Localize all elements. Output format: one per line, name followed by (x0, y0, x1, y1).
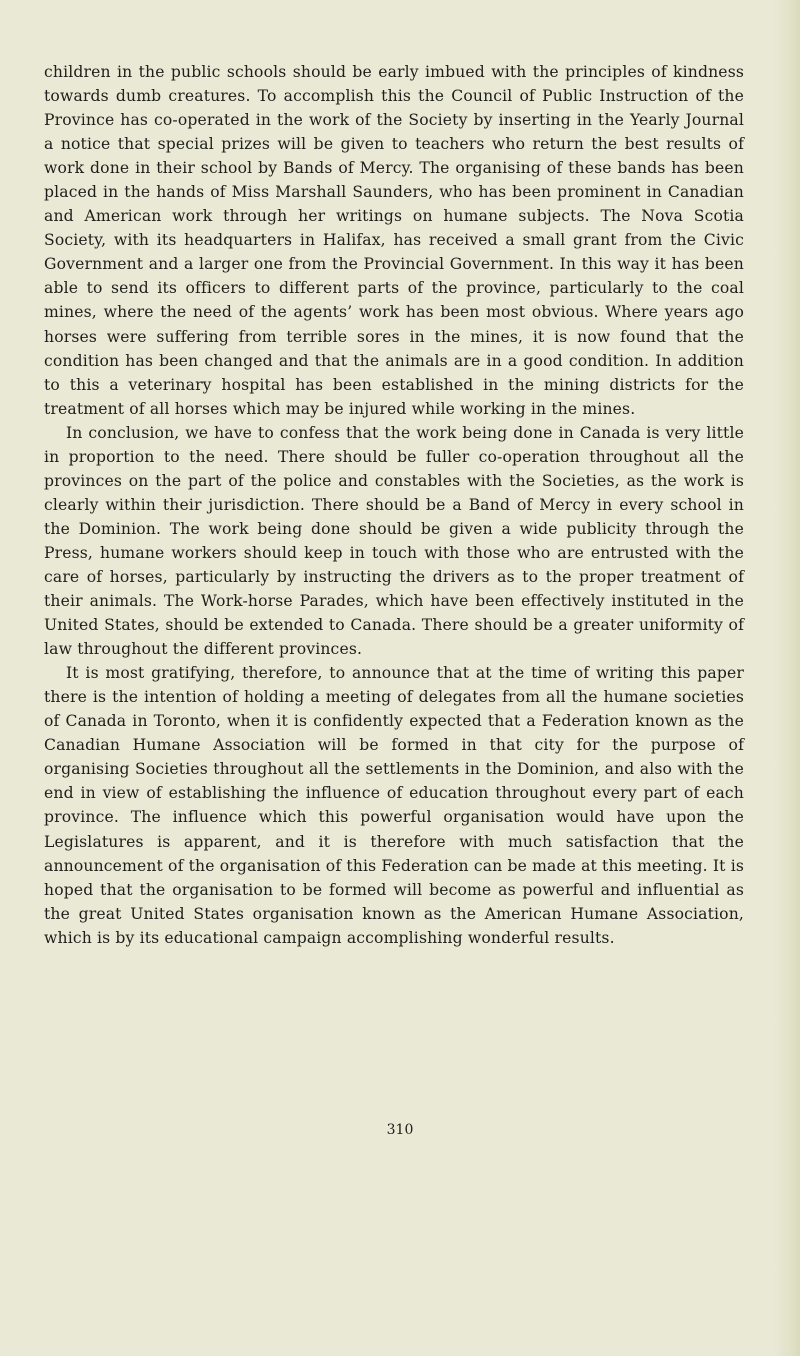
page-number: 310 (386, 1122, 414, 1138)
page-edge (774, 0, 800, 1356)
paragraph-2: In conclusion, we have to confess that the work being done in Canada is very little in proportion to the need. There should be fuller co-operation throughout all the provinces on the part of the police and constables with the Societies, as the work is clearly within their jurisdiction. There should be a Band of Mercy in every school in the Dominion. The work being done should be given a wide publicity through the Press, humane workers should keep in touch with those who are entrusted with the care of horses, particularly by instructing the drivers as to the proper treatment of their animals. The Work-horse Parades, which have been effectively instituted in the United States, should be extended to Canada. There should be a greater uniformity of law throughout the different provinces. (44, 423, 744, 659)
paragraph-3: It is most gratifying, therefore, to announce that at the time of writing this paper there is the intention of holding a meeting of delegates from all the humane societies of Canada in Toronto, when it is confidently expected that a Federation known as the Canadian Humane Association will be formed in that city for the purpose of organising Societies throughout all the settlements in the Dominion, and also with the end in view of establishing the influence of education throughout every part of each province. The influence which this powerful organisation would have upon the Legislatures is apparent, and it is therefore with much satisfaction that the announcement of the organisation of this Federation can be made at this meeting. It is hoped that the organisation to be formed will become as powerful and influential as the great United States organisation known as the American Humane Association, which is by its educational campaign accomplishing wonderful results. (44, 664, 744, 947)
paragraph-1: children in the public schools should be early imbued with the principles of kindness towards dumb creatures. To accomplish this the Council of Public Instruction of the Province has co-operated in the work of the Society by inserting in the Yearly Journal a notice that special prizes will be given to teachers who return the best results of work done in their school by Bands of Mercy. The organising of these bands has been placed in the hands of Miss Marshall Saunders, who has been prominent in Canadian and American work through her writings on humane subjects. The Nova Scotia Society, with its headquarters in Halifax, has received a small grant from the Civic Government and a larger one from the Provincial Government. In this way it has been able to send its officers to different parts of the province, particularly to the coal mines, where the need of the agents’ work has been most obvious. Where years ago horses were suffering from terrible sores in the mines, it is now found that the condition has been changed and that the animals are in a good condition. In addition to this a veterinary hospital has been established in the mining districts for the treatment of all horses which may be injured while working in the mines. (44, 63, 744, 418)
body-text (44, 60, 744, 950)
